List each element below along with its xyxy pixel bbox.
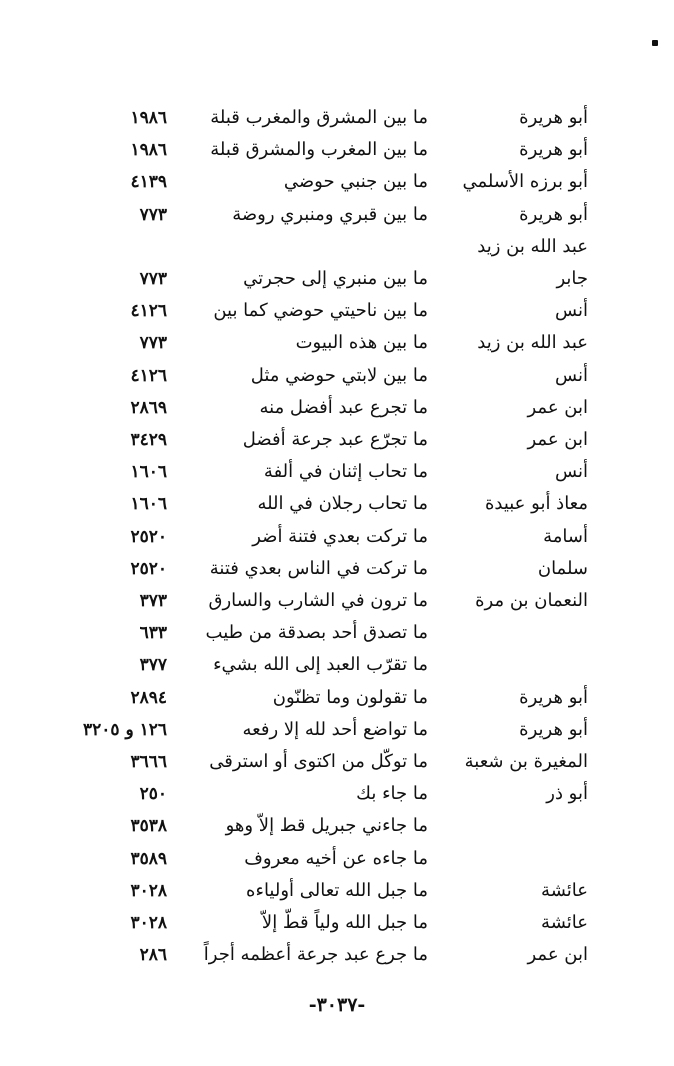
narrator-name: أنس bbox=[555, 300, 588, 322]
reference-number: ١٢٦ و ٣٢٠٥ bbox=[83, 719, 167, 740]
hadith-opening: ما تركت بعدي فتنة أضر bbox=[252, 525, 428, 547]
narrator-name: المغيرة بن شعبة bbox=[464, 751, 588, 772]
reference-number: ٣٠٢٨ bbox=[130, 880, 167, 901]
index-entry bbox=[0, 683, 674, 713]
reference-number: ٢٨٩٤ bbox=[130, 687, 167, 708]
index-entry bbox=[0, 779, 674, 809]
reference-number: ٤١٣٩ bbox=[130, 172, 167, 193]
index-entry bbox=[0, 200, 674, 230]
hadith-opening: ما بين ناحيتي حوضي كما بين bbox=[213, 300, 428, 322]
reference-number: ٣٥٨٩ bbox=[130, 848, 167, 869]
hadith-opening: ما جاءه عن أخيه معروف bbox=[244, 847, 428, 869]
reference-number: ١٦٠٦ bbox=[130, 494, 167, 515]
page-number: -٣٠٣٧- bbox=[308, 994, 366, 1016]
narrator-name: عائشة bbox=[541, 879, 588, 901]
reference-number: ٣٥٣٨ bbox=[130, 816, 167, 837]
reference-number: ٤١٢٦ bbox=[130, 301, 167, 322]
narrator-name: أبو هريرة bbox=[519, 203, 588, 225]
index-entry bbox=[0, 554, 674, 584]
index-entry bbox=[0, 103, 674, 133]
narrator-name: عبد الله بن زيد bbox=[477, 332, 588, 354]
hadith-opening: ما تحاب رجلان في الله bbox=[257, 493, 428, 515]
reference-number: ١٦٠٦ bbox=[130, 462, 167, 483]
index-entry bbox=[0, 650, 674, 680]
hadith-opening: ما بين المشرق والمغرب قبلة bbox=[210, 107, 428, 128]
hadith-opening: ما تركت في الناس بعدي فتنة bbox=[209, 557, 428, 579]
narrator-name: ابن عمر bbox=[527, 429, 588, 450]
reference-number: ٢٨٦ bbox=[139, 945, 167, 966]
reference-number: ٧٧٣ bbox=[139, 269, 167, 289]
narrator-name: أبو هريرة bbox=[519, 139, 588, 161]
narrator-name: أنس bbox=[555, 364, 588, 386]
hadith-opening: ما جبل الله تعالى أولياءه bbox=[246, 879, 428, 901]
narrator-name: أبو هريرة bbox=[519, 686, 588, 708]
hadith-opening: ما بين هذه البيوت bbox=[295, 332, 428, 354]
hadith-opening: ما بين قبري ومنبري روضة bbox=[232, 203, 428, 225]
index-entry bbox=[0, 393, 674, 423]
index-entry bbox=[0, 747, 674, 777]
narrator-name: أبو هريرة bbox=[519, 107, 588, 128]
reference-number: ٢٥٢٠ bbox=[130, 558, 167, 579]
narrator-name: معاذ أبو عبيدة bbox=[484, 493, 588, 515]
index-entry bbox=[0, 264, 674, 294]
hadith-opening: ما بين منبري إلى حجرتي bbox=[243, 268, 428, 289]
hadith-opening: ما تحاب إثنان في ألفة bbox=[263, 461, 428, 483]
narrator-name: ابن عمر bbox=[527, 944, 588, 966]
index-entry bbox=[0, 940, 674, 970]
hadith-opening: ما تواضع أحد لله إلا رفعه bbox=[242, 718, 428, 740]
narrator-name: جابر bbox=[556, 268, 588, 289]
hadith-opening: ما تجرع عبد أفضل منه bbox=[259, 396, 428, 418]
reference-number: ١٩٨٦ bbox=[130, 108, 167, 128]
hadith-opening: ما جاءني جبريل قط إلاّ وهو bbox=[225, 815, 428, 837]
narrator-name: ابن عمر bbox=[527, 396, 588, 418]
index-entry bbox=[0, 457, 674, 487]
index-entry bbox=[0, 296, 674, 326]
reference-number: ٧٧٣ bbox=[139, 204, 167, 225]
narrator-name: أنس bbox=[555, 461, 588, 483]
hadith-opening: ما تقولون وما تظنّون bbox=[272, 686, 428, 708]
narrator-name: أبو هريرة bbox=[519, 718, 588, 740]
index-entry bbox=[0, 522, 674, 552]
reference-number: ٤١٢٦ bbox=[130, 365, 167, 386]
narrator-name: النعمان بن مرة bbox=[475, 590, 588, 611]
narrator-name: عبد الله بن زيد bbox=[477, 235, 588, 257]
index-entry bbox=[0, 811, 674, 841]
reference-number: ٣٧٣ bbox=[139, 591, 167, 611]
hadith-opening: ما بين المغرب والمشرق قبلة bbox=[210, 139, 428, 161]
hadith-opening: ما توكّل من اكتوى أو استرقى bbox=[209, 751, 428, 772]
index-entry bbox=[0, 232, 674, 262]
narrator-name: أبو ذر bbox=[546, 783, 588, 805]
reference-number: ١٩٨٦ bbox=[130, 140, 167, 161]
reference-number: ٢٥٠ bbox=[139, 784, 167, 805]
hadith-opening: ما تقرّب العبد إلى الله بشيء bbox=[213, 654, 428, 676]
reference-number: ٦٣٣ bbox=[139, 623, 167, 644]
narrator-name: أسامة bbox=[543, 525, 588, 547]
reference-number: ٣٠٢٨ bbox=[130, 913, 167, 933]
index-entry bbox=[0, 425, 674, 455]
margin-mark bbox=[652, 40, 658, 46]
reference-number: ٧٧٣ bbox=[139, 333, 167, 354]
index-entry bbox=[0, 167, 674, 197]
reference-number: ٣٦٦٦ bbox=[130, 752, 167, 772]
index-entry bbox=[0, 489, 674, 519]
index-entry bbox=[0, 908, 674, 938]
reference-number: ٣٤٢٩ bbox=[130, 430, 167, 450]
reference-number: ٢٥٢٠ bbox=[130, 526, 167, 547]
index-entry bbox=[0, 135, 674, 165]
index-entry bbox=[0, 328, 674, 358]
narrator-name: عائشة bbox=[541, 912, 588, 933]
index-entry bbox=[0, 715, 674, 745]
hadith-opening: ما تصدق أحد بصدقة من طيب bbox=[205, 622, 428, 644]
hadith-opening: ما تجرّع عبد جرعة أفضل bbox=[242, 429, 428, 450]
reference-number: ٣٧٧ bbox=[139, 655, 167, 676]
index-entry bbox=[0, 876, 674, 906]
hadith-opening: ما جاء بك bbox=[356, 783, 428, 805]
hadith-opening: ما جبل الله ولياً قطّ إلاّ bbox=[261, 912, 428, 933]
reference-number: ٢٨٦٩ bbox=[130, 397, 167, 418]
narrator-name: أبو برزه الأسلمي bbox=[462, 171, 588, 193]
index-entry bbox=[0, 361, 674, 391]
hadith-opening: ما جرع عبد جرعة أعظمه أجراً bbox=[203, 944, 428, 966]
hadith-opening: ما بين جنبي حوضي bbox=[283, 171, 428, 193]
hadith-opening: ما ترون في الشارب والسارق bbox=[208, 590, 428, 611]
index-entry bbox=[0, 618, 674, 648]
narrator-name: سلمان bbox=[537, 557, 588, 579]
index-entry bbox=[0, 586, 674, 616]
index-entry bbox=[0, 844, 674, 874]
hadith-opening: ما بين لابتي حوضي مثل bbox=[250, 364, 428, 386]
